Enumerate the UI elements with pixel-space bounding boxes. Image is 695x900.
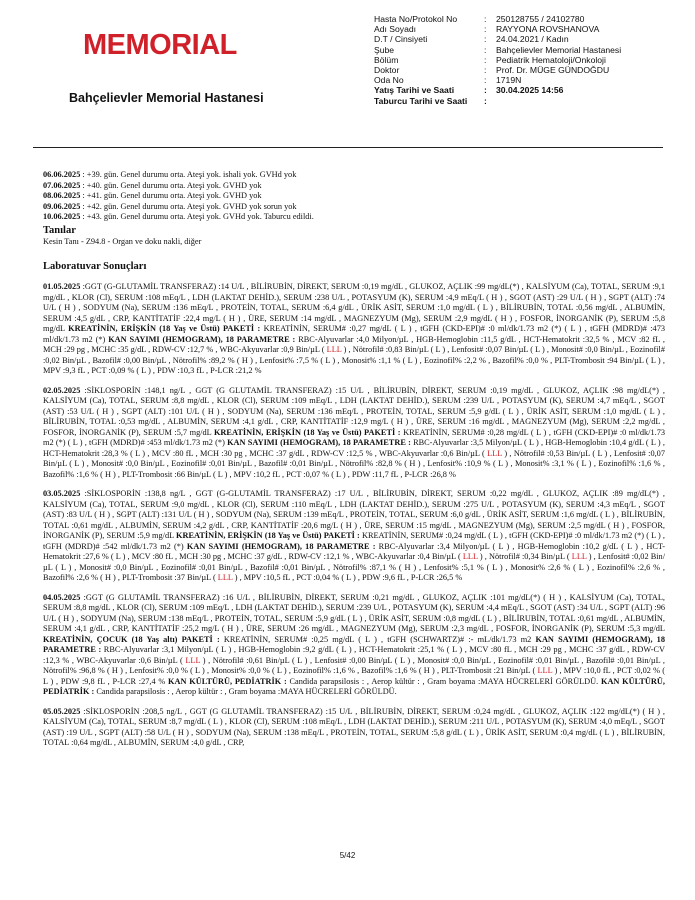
lab-text: :SİKLOSPORİN :138,8 ng/L , GGT (G-GLUTAMİL TRANSFERAZ) :17 U/L , BİLİRUBİN, DİREKT, SERUM :0,22 mg/dL , GLUKOZ, AÇLIK :89 mg/dL(*) , KALSİYUM (Ca), TOTAL, SERUM :9,0 mg/dL , KLOR (Cl), SERUM :110 mEq/L , LDH (LAKTAT DEHİD.), SERUM :275 U/L , POTASYUM (K), SERUM :4,3 mEq/L , SGOT (AST) :83 U/L ( H ) , SGPT (ALT) :131 U/L ( H ) , SODYUM (Na), SERUM :139 mEq/L , PROTEİN, TOTAL, SERUM :6,0 g/dL , ÜRİK ASİT, SERUM :1,6 mg/dL ( L ) , BİLİRUBİN, TOTAL :0,61 mg/dL , ALBUMİN, SERUM :4,2 g/dL , CRP, KANTİTATİF :20,6 mg/L ( H ) , ÜRE, SERUM :15 mg/dL , MAGNEZYUM (Mg), SERUM :2,5 mg/dL ( H ) , FOSFOR, İNORGANİK (P), SERUM :5,9 mg/dL (43, 489, 665, 540)
daily-note-text: : +43. gün. Genel durumu orta. Ateşi yok. GVHd yok. Taburcu edildi. (80, 212, 314, 221)
info-label: Adı Soyadı (374, 24, 417, 35)
lab-text: RBC-Alyuvarlar :3,4 Milyon/µL ( L ) , HGB-Hemoglobin :10,2 g/dL ( L ) , HCT-Hematokrit :27,6 % ( L ) , MCV :80 fL , MCH :30 pg , MCHC :37 g/dL , RDW-CV :12,1 % , WBC-Akyuvarlar :0,4 Bin/µL ( (43, 541, 665, 561)
lab-text: ) , Nötrofil# :0,83 Bin/µL ( L ) , Lenfosit# :0,07 Bin/µL ( L ) , Monosit# :0,0 Bin/µL , Eozinofil# :0,02 Bin/µL , Bazofil# :0,00 Bin/µL , Nötrofil% :89,2 % ( H ) , Lenfosit% :7,5 % ( L ) , Monosit% :1,1 % ( L ) , Eozinofil% :2,2 % , Bazofil% :0,0 % , PLT-Trombosit :94 Bin/µL ( L ) , MPV :9,3 fL , PCT :0,09 % ( L ) , PDW :10,3 fL , P-LCR :21,2 % (43, 345, 666, 375)
daily-note-date: 06.06.2025 (43, 170, 81, 179)
daily-note-date: 08.06.2025 (43, 191, 81, 200)
info-row (374, 75, 666, 85)
lab-heading: KAN SAYIMI (HEMOGRAM), 18 PARAMETRE : (227, 438, 411, 447)
info-colon: : (484, 44, 487, 55)
lab-heading: KAN SAYIMI (HEMOGRAM), 18 PARAMETRE : (43, 634, 665, 654)
critical-flag: LLL (326, 345, 342, 354)
lab-heading: KAN SAYIMI (HEMOGRAM), 18 PARAMETRE : (186, 541, 376, 551)
lab-text: RBC-Alyuvarlar :3,5 Milyon/µL ( L ) , HGB-Hemoglobin :10,4 g/dL ( L ) , HCT-Hematokrit :28,3 % ( L ) , MCV :80 fL , MCH :30 pg , MCHC :37 g/dL , RDW-CV :12,5 % , WBC-Akyuvarlar :0,6 Bin/µL ( (43, 438, 665, 458)
info-row (374, 65, 666, 75)
diagnosis-text: Kesin Tanı - Z94.8 - Organ ve doku nakli, diğer (43, 236, 202, 246)
daily-note-date: 10.06.2025 (43, 212, 81, 221)
info-colon: : (484, 75, 487, 86)
info-label: Oda No (374, 75, 404, 86)
info-row (374, 45, 666, 55)
hospital-name: Bahçelievler Memorial Hastanesi (69, 91, 264, 105)
lab-text: Candida parapsilosis : , Aerop kültür : , Gram boyama :MAYA HÜCRELERİ GÖRÜLDÜ. (94, 687, 397, 696)
critical-flag: LLL (571, 552, 587, 561)
info-row (374, 24, 666, 34)
lab-title: Laboratuvar Sonuçları (43, 261, 147, 272)
lab-results (43, 282, 665, 749)
diagnoses-title: Tanılar (43, 224, 76, 236)
header-divider (33, 147, 663, 148)
lab-text: KREATİNİN, SERUM# :0,25 mg/dL ( L ) , tGFH (SCHWARTZ)# :- mL/dk/1.73 m2 (219, 634, 536, 644)
info-label: D.T / Cinsiyeti (374, 34, 428, 45)
lab-heading: KAN SAYIMI (HEMOGRAM), 18 PARAMETRE : (108, 334, 296, 344)
info-value: Pediatrik Hematoloji/Onkoloji (496, 54, 606, 65)
info-row (374, 34, 666, 44)
info-value (496, 96, 666, 106)
daily-note (43, 170, 665, 181)
info-colon: : (484, 65, 487, 76)
info-label: Yatış Tarihi ve Saati (374, 85, 455, 96)
lab-text: ) , MPV :10,5 fL , PCT :0,04 % ( L ) , PDW :9,6 fL , P-LCR :26,5 % (232, 573, 463, 582)
lab-text: ) , Nötrofil# :0,34 Bin/µL ( (477, 552, 572, 561)
daily-notes (43, 170, 665, 223)
lab-heading: 04.05.2025 (43, 592, 81, 602)
lab-entry (43, 707, 665, 749)
info-value: RAYYONA ROVSHANOVA (496, 24, 600, 35)
page-number: 5/42 (339, 851, 356, 860)
lab-text: Candida parapsilosis : , Aerop kültür : , Gram boyama :MAYA HÜCRELERİ GÖRÜLDÜ. (286, 676, 601, 686)
info-value: 24.04.2021 / Kadın (496, 34, 569, 45)
lab-heading: 01.05.2025 (43, 282, 81, 291)
lab-text: :SİKLOSPORİN :148,1 ng/L , GGT (G GLUTAMİL TRANSFERAZ) :15 U/L , BİLİRUBİN, DİREKT, SERUM :0,19 mg/dL , GLUKOZ, AÇLIK :98 mg/dL(*) , KALSİYUM (Ca), TOTAL, SERUM :8,8 mg/dL , KLOR (Cl), SERUM :109 mEq/L , LDH (LAKTAT DEHİD.), SERUM :239 U/L , POTASYUM (K), SERUM :4,7 mEq/L , SGOT (AST) :53 U/L ( H ) , SGPT (ALT) :101 U/L ( H ) , SODYUM (Na), SERUM :136 mEq/L , PROTEİN, TOTAL, SERUM :5,9 g/dL ( L ) , ÜRİK ASİT, SERUM :1,0 mg/dL ( L ) , BİLİRUBİN, TOTAL :0,53 mg/dL , ALBUMİN, SERUM :4,1 g/dL , CRP, KANTİTATİF :12,9 mg/L ( H ) , ÜRE, SERUM :16 mg/dL , MAGNEZYUM (Mg), SERUM :2,2 mg/dL , FOSFOR, İNORGANİK (P), SERUM :5,7 mg/dL (43, 385, 665, 437)
lab-text: KREATİNİN, SERUM# :0,28 mg/dL ( L ) , tGFH (CKD-EPI)# :0 ml/dk/1.73 m2 (*) ( L ) , tGFH (MDRD)# :453 ml/dk/1.73 m2 (*) (43, 427, 665, 447)
info-value: Bahçelievler Memorial Hastanesi (496, 44, 622, 55)
lab-heading: KAN KÜLTÜRÜ, PEDİATRİK : (43, 676, 665, 696)
info-value: 250128755 / 24102780 (496, 14, 585, 24)
lab-text: :SİKLOSPORİN :208,5 ng/L , GGT (G GLUTAMİL TRANSFERAZ) :15 U/L , BİLİRUBİN, DİREKT, SERUM :0,24 mg/dL , GLUKOZ, AÇLIK :122 mg/dL(*) ( H ) , KALSİYUM (Ca), TOTAL, SERUM :8,7 mg/dL ( L ) , KLOR (Cl), SERUM :108 mEq/L , LDH (LAKTAT DEHİD.), SERUM :211 U/L , POTASYUM (K), SERUM :4,0 mEq/L , SGOT (AST) :19 U/L , SGPT (ALT) :58 U/L ( H ) , SODYUM (Na), SERUM :138 mEq/L , PROTEİN, TOTAL, SERUM :5,8 g/dL ( L ) , ÜRİK ASİT, SERUM :0,4 mg/dL ( L ) , BİLİRUBİN, TOTAL :0,64 mg/dL , ALBUMİN, SERUM :4,0 g/dL , CRP, (43, 706, 665, 747)
lab-heading: KREATİNİN, ERİŞKİN (18 Yaş ve Üstü) PAKETİ : (213, 427, 401, 437)
lab-text: ) , Nötrofil# :0,53 Bin/µL ( L ) , Lenfosit# :0,07 Bin/µL ( L ) , Monosit# :0,0 Bin/µL , Eozinofil# :0,01 Bin/µL , Bazofil# :0,01 Bin/µL , Nötrofil% :82,8 % ( H ) , Lenfosit% :10,9 % ( L ) , Monosit% :3,1 % ( L ) , Eozinofil% :1,6 % , Bazofil% :1,6 % ( H ) , PLT-Trombosit :66 Bin/µL ( L ) , MPV :10,2 fL , PCT :0,07 % ( L ) , PDW :11,7 fL , P-LCR :26,8 % (43, 448, 665, 479)
info-colon: : (484, 14, 487, 24)
daily-note-text: : +40. gün. Genel durumu orta. Ateşi yok. GVHD yok (80, 180, 262, 190)
critical-flag: LLL (487, 448, 502, 458)
lab-heading: 02.05.2025 (43, 385, 81, 395)
lab-text: ) , MPV :10,0 fL , PCT :0,02 % ( L ) , PDW :9,8 fL , P-LCR :27,4 % (43, 666, 665, 686)
info-colon: : (484, 54, 487, 65)
critical-flag: LLL (537, 666, 553, 675)
lab-text: KREATİNİN, SERUM# :0,24 mg/dL ( L ) , tGFH (CKD-EPI)# :0 ml/dk/1.73 m2 (*) ( L ) , tGFH (MDRD)# :542 ml/dk/1.73 m2 (*) (43, 531, 665, 551)
info-label: Şube (374, 44, 395, 55)
info-label: Bölüm (374, 54, 399, 65)
lab-entry (43, 489, 665, 584)
lab-heading: KREATİNİN, ERİŞKİN (18 Yaş ve Üstü) PAKETİ : (176, 531, 360, 540)
daily-note-text: : +42. gün. Genel durumu orta. Ateşi yok. GVHD yok sorun yok (80, 201, 297, 211)
critical-flag: LLL (185, 655, 201, 665)
lab-entry (43, 386, 665, 481)
info-row (374, 55, 666, 65)
daily-note-text: : +39. gün. Genel durumu orta. Ateşi yok. ishali yok. GVHd yok (80, 170, 297, 179)
lab-text: RBC-Alyuvarlar :4,0 Milyon/µL , HGB-Hemoglobin :11,5 g/dL , HCT-Hematokrit :32,5 % , MCV :82 fL , MCH :29 pg , MCHC :35 g/dL , RDW-CV :12,7 % , WBC-Akyuvarlar :0,9 Bin/µL ( (43, 334, 665, 354)
critical-flag: LLL (217, 573, 233, 582)
lab-heading: 05.05.2025 (43, 706, 81, 716)
info-row (374, 14, 666, 24)
daily-note-text: : +41. gün. Genel durumu orta. Ateşi yok. GVHD yok (80, 191, 262, 200)
lab-text: :GGT (G-GLUTAMİL TRANSFERAZ) :14 U/L , BİLİRUBİN, DİREKT, SERUM :0,19 mg/dL , GLUKOZ, AÇLIK :99 mg/dL(*) , KALSİYUM (Ca), TOTAL, SERUM :9,1 mg/dL , KLOR (Cl), SERUM :108 mEq/L , LDH (LAKTAT DEHİD.), SERUM :238 U/L , POTASYUM (K), SERUM :4,9 mEq/L ( H ) , SGOT (AST) :29 U/L ( H ) , SGPT (ALT) :74 U/L ( H ) , SODYUM (Na), SERUM :136 mEq/L , PROTEİN, TOTAL, SERUM :6,4 g/dL , ÜRİK ASİT, SERUM :1,0 mg/dL ( L ) , BİLİRUBİN, TOTAL :0,56 mg/dL , ALBUMİN, SERUM :4,5 g/dL , CRP, KANTİTATİF :22,4 mg/L ( H ) , ÜRE, SERUM :14 mg/dL , MAGNEZYUM (Mg), SERUM :2,9 mg/dL ( H ) , FOSFOR, İNORGANİK (P), SERUM :5,8 mg/dL (43, 282, 665, 333)
patient-info-table (374, 14, 666, 106)
info-colon: : (484, 85, 487, 96)
info-value: 1719N (496, 75, 522, 86)
lab-heading: KAN KÜLTÜRÜ, PEDİATRİK : (168, 676, 287, 686)
info-label: Doktor (374, 65, 400, 76)
info-label: Taburcu Tarihi ve Saati (374, 95, 468, 106)
info-value: Prof. Dr. MÜGE GÜNDOĞDU (496, 65, 610, 76)
daily-note (43, 191, 665, 202)
lab-entry (43, 593, 665, 698)
lab-text: KREATİNİN, SERUM# :0,27 mg/dL ( L ) , tGFH (CKD-EPI)# :0 ml/dk/1.73 m2 (*) ( L ) , tGFH (MDRD)# :473 ml/dk/1.73 m2 (*) (43, 324, 665, 344)
daily-note (43, 212, 665, 223)
info-label: Hasta No/Protokol No (374, 14, 458, 24)
lab-text: RBC-Alyuvarlar :3,1 Milyon/µL ( L ) , HGB-Hemoglobin :9,2 g/dL ( L ) , HCT-Hematokrit :25,1 % ( L ) , MCV :80 fL , MCH :29 pg , MCHC :37 g/dL , RDW-CV :12,3 % , WBC-Akyuvarlar :0,6 Bin/µL ( (43, 645, 665, 665)
daily-note (43, 181, 665, 192)
lab-heading: KREATİNİN, ERİŞKİN (18 Yaş ve Üstü) PAKETİ : (68, 324, 261, 333)
lab-heading: KREATİNİN, ÇOCUK (18 Yaş altı) PAKETİ : (43, 634, 220, 644)
daily-note-date: 07.06.2025 (43, 180, 81, 190)
report-content (43, 170, 665, 749)
info-value: 30.04.2025 14:56 (496, 85, 564, 96)
info-colon: : (484, 34, 487, 45)
info-colon: : (484, 95, 487, 106)
memorial-logo: MEMORIAL (83, 29, 237, 61)
info-row (374, 85, 666, 95)
lab-text: :GGT (G GLUTAMİL TRANSFERAZ) :16 U/L , BİLİRUBİN, DİREKT, SERUM :0,21 mg/dL , GLUKOZ, AÇLIK :101 mg/dL(*) ( H ) , KALSİYUM (Ca), TOTAL, SERUM :8,8 mg/dL , KLOR (Cl), SERUM :109 mEq/L , LDH (LAKTAT DEHİD.), SERUM :239 U/L , POTASYUM (K), SERUM :4,4 mEq/L , SGOT (AST) :34 U/L , SGPT (ALT) :96 U/L ( H ) , SODYUM (Na), SERUM :138 mEq/L , PROTEİN, TOTAL, SERUM :5,9 g/dL ( L ) , ÜRİK ASİT, SERUM :0,8 mg/dL ( L ) , BİLİRUBİN, TOTAL :0,61 mg/dL , ALBUMİN, SERUM :4,1 g/dL , CRP, KANTİTATİF :25,2 mg/L ( H ) , ÜRE, SERUM :26 mg/dL , MAGNEZYUM (Mg), SERUM :2,3 mg/dL , FOSFOR, İNORGANİK (P), SERUM :5,3 mg/dL (43, 592, 665, 633)
daily-note (43, 202, 665, 213)
info-row (374, 96, 666, 106)
lab-heading: 03.05.2025 (43, 489, 81, 498)
lab-text: ) , Nötrofil# :0,61 Bin/µL ( L ) , Lenfosit# :0,00 Bin/µL ( L ) , Monosit# :0,0 Bin/µL , Eozinofil# :0,01 Bin/µL , Bazofil# :0,01 Bin/µL , Nötrofil% :96,8 % ( H ) , Lenfosit% :0,0 % ( L ) , Monosit% :0,0 % ( L ) , Eozinofil% :1,6 % , Bazofil% :1,6 % ( H ) , PLT-Trombosit :21 Bin/µL ( (43, 655, 665, 675)
lab-entry (43, 282, 665, 377)
info-colon: : (484, 24, 487, 35)
critical-flag: LLL (462, 552, 478, 561)
daily-note-date: 09.06.2025 (43, 201, 81, 211)
lab-text: ) , Lenfosit# :0,02 Bin/µL ( L ) , Monosit# :0,0 Bin/µL , Eozinofil# :0,01 Bin/µL , Bazofil# :0,01 Bin/µL , Nötrofil% :87,1 % ( H ) , Lenfosit% :5,1 % ( L ) , Monosit% :2,6 % ( L ) , Eozinofil% :2,6 % , Bazofil% :2,6 % ( H ) , PLT-Trombosit :37 Bin/µL ( (43, 552, 666, 582)
